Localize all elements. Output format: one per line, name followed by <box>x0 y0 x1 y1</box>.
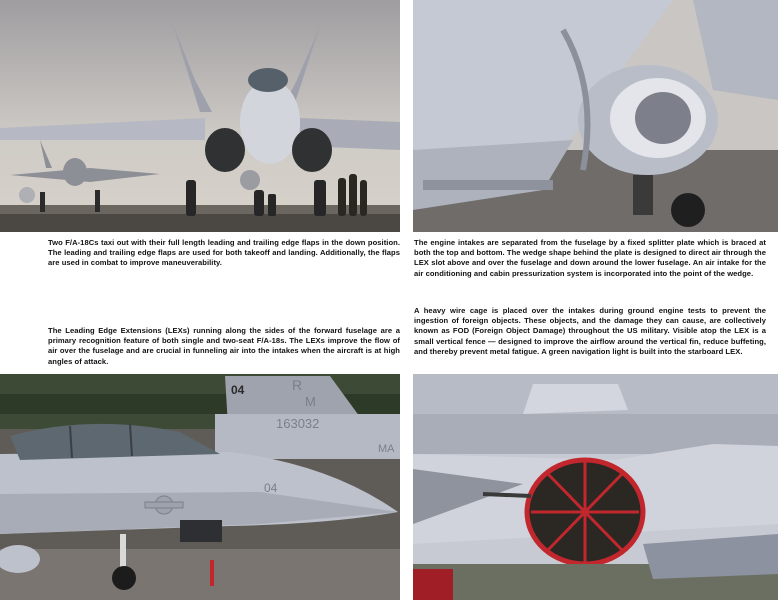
photo-fa18c-taxi <box>0 0 400 232</box>
caption-engine-intakes: The engine intakes are separated from the fuselage by a fixed splitter plate which is braced at both the top and bottom. The wedge shape behind the plate is designed to direct air through the LEX slot above and over the fuselage and down around the lower fuselage. An air intake for the air conditioning and cabin pressurization system is incorporated into the point of the wedge. <box>414 238 766 278</box>
photo-engine-intake <box>413 0 778 232</box>
photo-two-seat-fa18 <box>0 374 400 600</box>
tail-code-m: M <box>305 394 316 409</box>
tail-code-r: R <box>292 377 303 393</box>
caption-flaps: Two F/A-18Cs taxi out with their full length leading and trailing edge flaps in the down position. The leading and trailing edge flaps are used for both takeoff and landing. Additionally, the flaps are used in combat to improve maneuverability. <box>48 238 400 268</box>
bureau-number: 163032 <box>276 416 320 431</box>
tail-text-ma: MA <box>378 443 395 455</box>
photo-fod-cage <box>413 374 778 600</box>
caption-lex: The Leading Edge Extensions (LEXs) running along the sides of the forward fuselage are a primary recognition feature of both single and two-seat F/A-18s. The LEXs improve the flow of air over the fuselage and are crucial in funneling air into the intakes when the aircraft is at high angles of attack. <box>48 326 400 366</box>
nose-modex: 04 <box>264 481 278 495</box>
tail-modex: 04 <box>231 383 245 397</box>
caption-fod-cage: A heavy wire cage is placed over the intakes during ground engine tests to prevent the ingestion of foreign objects. These objects, and the damage they can cause, are collectively known as FOD (Foreign Object Damage) throughout the US military. Visible atop the LEX is a small vertical fence — designed to improve the airflow around the vertical fin, reduce buffeting, and thereby prevent metal fatigue. A green navigation light is built into the starboard LEX. <box>414 306 766 356</box>
